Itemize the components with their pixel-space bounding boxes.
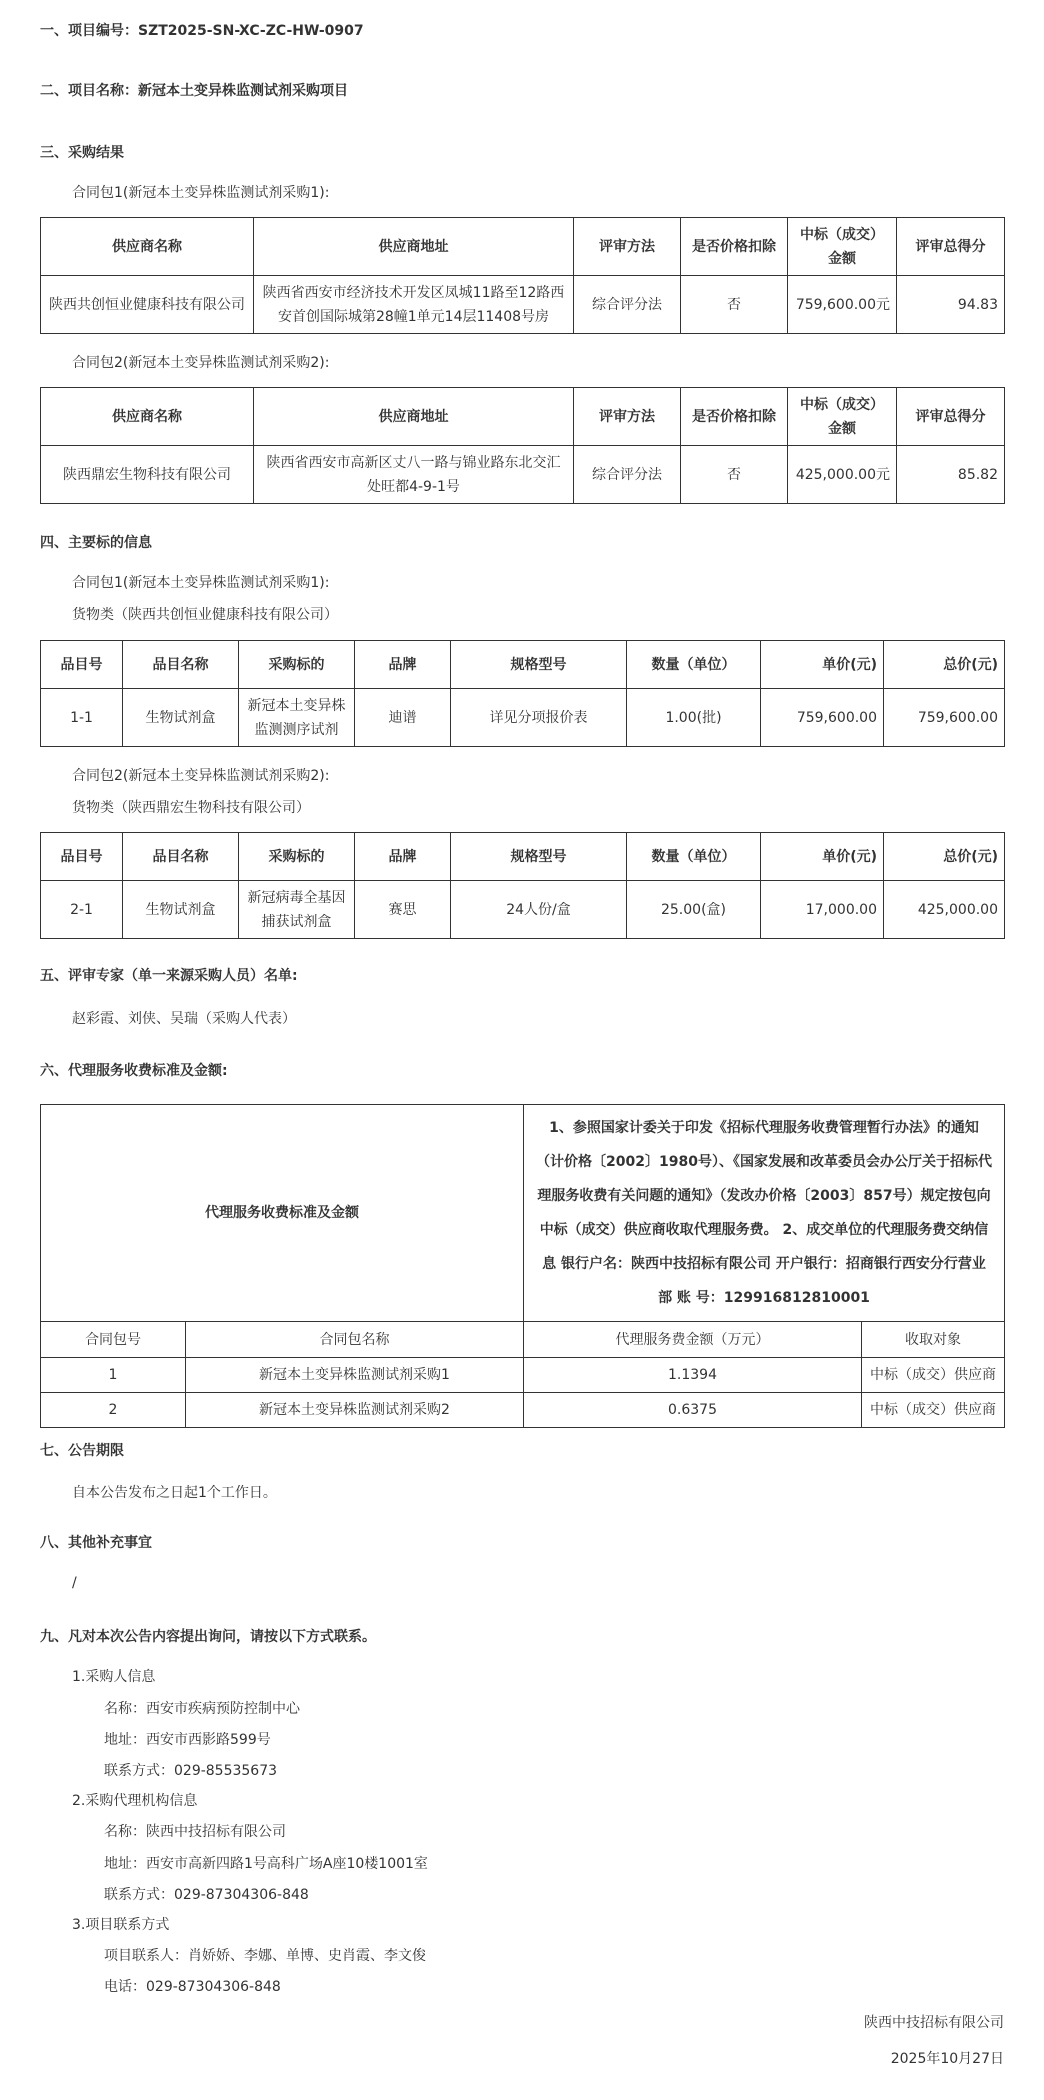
section-3-title: 三、采购结果 (40, 145, 124, 161)
items-table-1 (40, 640, 1005, 747)
project-number-value: SZT2025-SN-XC-ZC-HW-0907 (138, 23, 364, 39)
supplier-address: 陕西省西安市经济技术开发区凤城11路至12路西安首创国际城第28幢1单元14层11408号房 (254, 276, 574, 334)
package-no: 2 (41, 1393, 186, 1428)
header-bid-amount: 中标（成交）金额 (788, 218, 897, 276)
table-row (41, 446, 1005, 504)
project-name-value: 新冠本土变异株监测试剂采购项目 (138, 83, 348, 99)
s3-package-2-label: 合同包2(新冠本土变异株监测试剂采购2): (72, 355, 330, 371)
project-contact-title: 3.项目联系方式 (72, 1917, 170, 1933)
fee-standard-description: 1、参照国家计委关于印发《招标代理服务收费管理暂行办法》的通知（计价格〔2002〕1980号）、《国家发展和改革委员会办公厅关于招标代理服务收费有关问题的通知》（发改办价格〔2003〕857号）规定按包向中标（成交）供应商收取代理服务费。 2、成交单位的代理服务费交纳信息 银行户名：陕西中技招标有限公司 开户银行：招商银行西安分行营业部 账 号：129916812810001 (524, 1105, 1005, 1322)
package-name: 新冠本土变异株监测试剂采购1 (186, 1358, 524, 1393)
header-unit-price: 单价(元) (761, 833, 884, 881)
review-method: 综合评分法 (574, 276, 681, 334)
purchaser-info-title: 1.采购人信息 (72, 1669, 156, 1685)
item-no: 2-1 (41, 881, 123, 939)
section-8-title: 八、其他补充事宜 (40, 1535, 152, 1551)
header-fee-amount: 代理服务费金额（万元） (524, 1322, 862, 1358)
total-score: 85.82 (897, 446, 1005, 504)
project-number (40, 20, 364, 40)
header-supplier-address: 供应商地址 (254, 388, 574, 446)
header-spec-model: 规格型号 (451, 833, 627, 881)
review-method: 综合评分法 (574, 446, 681, 504)
header-unit-price: 单价(元) (761, 641, 884, 689)
unit-price: 759,600.00 (761, 689, 884, 747)
agency-phone: 联系方式：029-87304306-848 (104, 1887, 309, 1903)
project-name-label: 二、项目名称： (40, 83, 138, 99)
agency-info-title: 2.采购代理机构信息 (72, 1793, 198, 1809)
item-name: 生物试剂盒 (123, 689, 239, 747)
quantity: 25.00(盒) (627, 881, 761, 939)
header-procurement-object: 采购标的 (239, 641, 355, 689)
fee-standard-label: 代理服务收费标准及金额 (41, 1105, 524, 1322)
price-deduction: 否 (681, 446, 788, 504)
supplier-address: 陕西省西安市高新区丈八一路与锦业路东北交汇处旺都4-9-1号 (254, 446, 574, 504)
table-row (41, 1358, 1005, 1393)
result-table-2 (40, 387, 1005, 504)
header-item-name: 品目名称 (123, 833, 239, 881)
header-price-deduction: 是否价格扣除 (681, 218, 788, 276)
price-deduction: 否 (681, 276, 788, 334)
agency-address: 地址：西安市高新四路1号高科广场A座10楼1001室 (104, 1856, 428, 1872)
total-price: 759,600.00 (884, 689, 1005, 747)
header-supplier-name: 供应商名称 (41, 218, 254, 276)
project-number-label: 一、项目编号： (40, 23, 138, 39)
fee-payer: 中标（成交）供应商 (862, 1393, 1005, 1428)
fee-payer: 中标（成交）供应商 (862, 1358, 1005, 1393)
section-4-title: 四、主要标的信息 (40, 535, 152, 551)
header-price-deduction: 是否价格扣除 (681, 388, 788, 446)
fee-amount: 0.6375 (524, 1393, 862, 1428)
total-price: 425,000.00 (884, 881, 1005, 939)
header-item-no: 品目号 (41, 641, 123, 689)
header-brand: 品牌 (355, 641, 451, 689)
header-procurement-object: 采购标的 (239, 833, 355, 881)
s4-package-2-label: 合同包2(新冠本土变异株监测试剂采购2): (72, 768, 330, 784)
header-package-name: 合同包名称 (186, 1322, 524, 1358)
brand: 迪谱 (355, 689, 451, 747)
quantity: 1.00(批) (627, 689, 761, 747)
purchaser-name: 名称：西安市疾病预防控制中心 (104, 1701, 300, 1717)
announcement-period: 自本公告发布之日起1个工作日。 (72, 1485, 277, 1501)
fee-amount: 1.1394 (524, 1358, 862, 1393)
result-table-1 (40, 217, 1005, 334)
s4-package-1-category: 货物类（陕西共创恒业健康科技有限公司） (72, 607, 338, 623)
item-no: 1-1 (41, 689, 123, 747)
header-supplier-name: 供应商名称 (41, 388, 254, 446)
s4-package-2-category: 货物类（陕西鼎宏生物科技有限公司） (72, 800, 310, 816)
header-bid-amount: 中标（成交）金额 (788, 388, 897, 446)
header-quantity: 数量（单位） (627, 641, 761, 689)
bid-amount: 425,000.00元 (788, 446, 897, 504)
section-7-title: 七、公告期限 (40, 1443, 124, 1459)
bid-amount: 759,600.00元 (788, 276, 897, 334)
table-row (41, 276, 1005, 334)
expert-list: 赵彩霞、刘侠、吴瑞（采购人代表） (72, 1011, 296, 1027)
header-supplier-address: 供应商地址 (254, 218, 574, 276)
project-phone: 电话：029-87304306-848 (104, 1979, 281, 1995)
project-contacts: 项目联系人：肖娇娇、李娜、单博、史肖霞、李文俊 (104, 1948, 426, 1964)
total-score: 94.83 (897, 276, 1005, 334)
footer-company: 陕西中技招标有限公司 (864, 2015, 1004, 2031)
supplier-name: 陕西鼎宏生物科技有限公司 (41, 446, 254, 504)
s4-package-1-label: 合同包1(新冠本土变异株监测试剂采购1): (72, 575, 330, 591)
fee-table (40, 1104, 1005, 1428)
header-total-score: 评审总得分 (897, 388, 1005, 446)
procurement-object: 新冠本土变异株监测测序试剂 (239, 689, 355, 747)
section-9-title: 九、凡对本次公告内容提出询问，请按以下方式联系。 (40, 1629, 376, 1645)
supplier-name: 陕西共创恒业健康科技有限公司 (41, 276, 254, 334)
section-5-title: 五、评审专家（单一来源采购人员）名单: (40, 968, 298, 984)
header-package-no: 合同包号 (41, 1322, 186, 1358)
spec-model: 24人份/盒 (451, 881, 627, 939)
package-no: 1 (41, 1358, 186, 1393)
agency-name: 名称：陕西中技招标有限公司 (104, 1824, 286, 1840)
s3-package-1-label: 合同包1(新冠本土变异株监测试剂采购1): (72, 185, 330, 201)
table-row (41, 881, 1005, 939)
header-total-price: 总价(元) (884, 833, 1005, 881)
brand: 赛思 (355, 881, 451, 939)
header-review-method: 评审方法 (574, 388, 681, 446)
procurement-object: 新冠病毒全基因捕获试剂盒 (239, 881, 355, 939)
header-fee-payer: 收取对象 (862, 1322, 1005, 1358)
items-table-2 (40, 832, 1005, 939)
unit-price: 17,000.00 (761, 881, 884, 939)
header-brand: 品牌 (355, 833, 451, 881)
purchaser-phone: 联系方式：029-85535673 (104, 1763, 278, 1779)
spec-model: 详见分项报价表 (451, 689, 627, 747)
header-item-no: 品目号 (41, 833, 123, 881)
header-spec-model: 规格型号 (451, 641, 627, 689)
table-row (41, 1393, 1005, 1428)
header-quantity: 数量（单位） (627, 833, 761, 881)
footer-date: 2025年10月27日 (890, 2051, 1004, 2067)
header-total-price: 总价(元) (884, 641, 1005, 689)
header-item-name: 品目名称 (123, 641, 239, 689)
project-name (40, 80, 348, 100)
item-name: 生物试剂盒 (123, 881, 239, 939)
other-matters: / (72, 1575, 77, 1591)
purchaser-address: 地址：西安市西影路599号 (104, 1732, 271, 1748)
section-6-title: 六、代理服务收费标准及金额: (40, 1063, 228, 1079)
table-row (41, 689, 1005, 747)
header-review-method: 评审方法 (574, 218, 681, 276)
header-total-score: 评审总得分 (897, 218, 1005, 276)
package-name: 新冠本土变异株监测试剂采购2 (186, 1393, 524, 1428)
